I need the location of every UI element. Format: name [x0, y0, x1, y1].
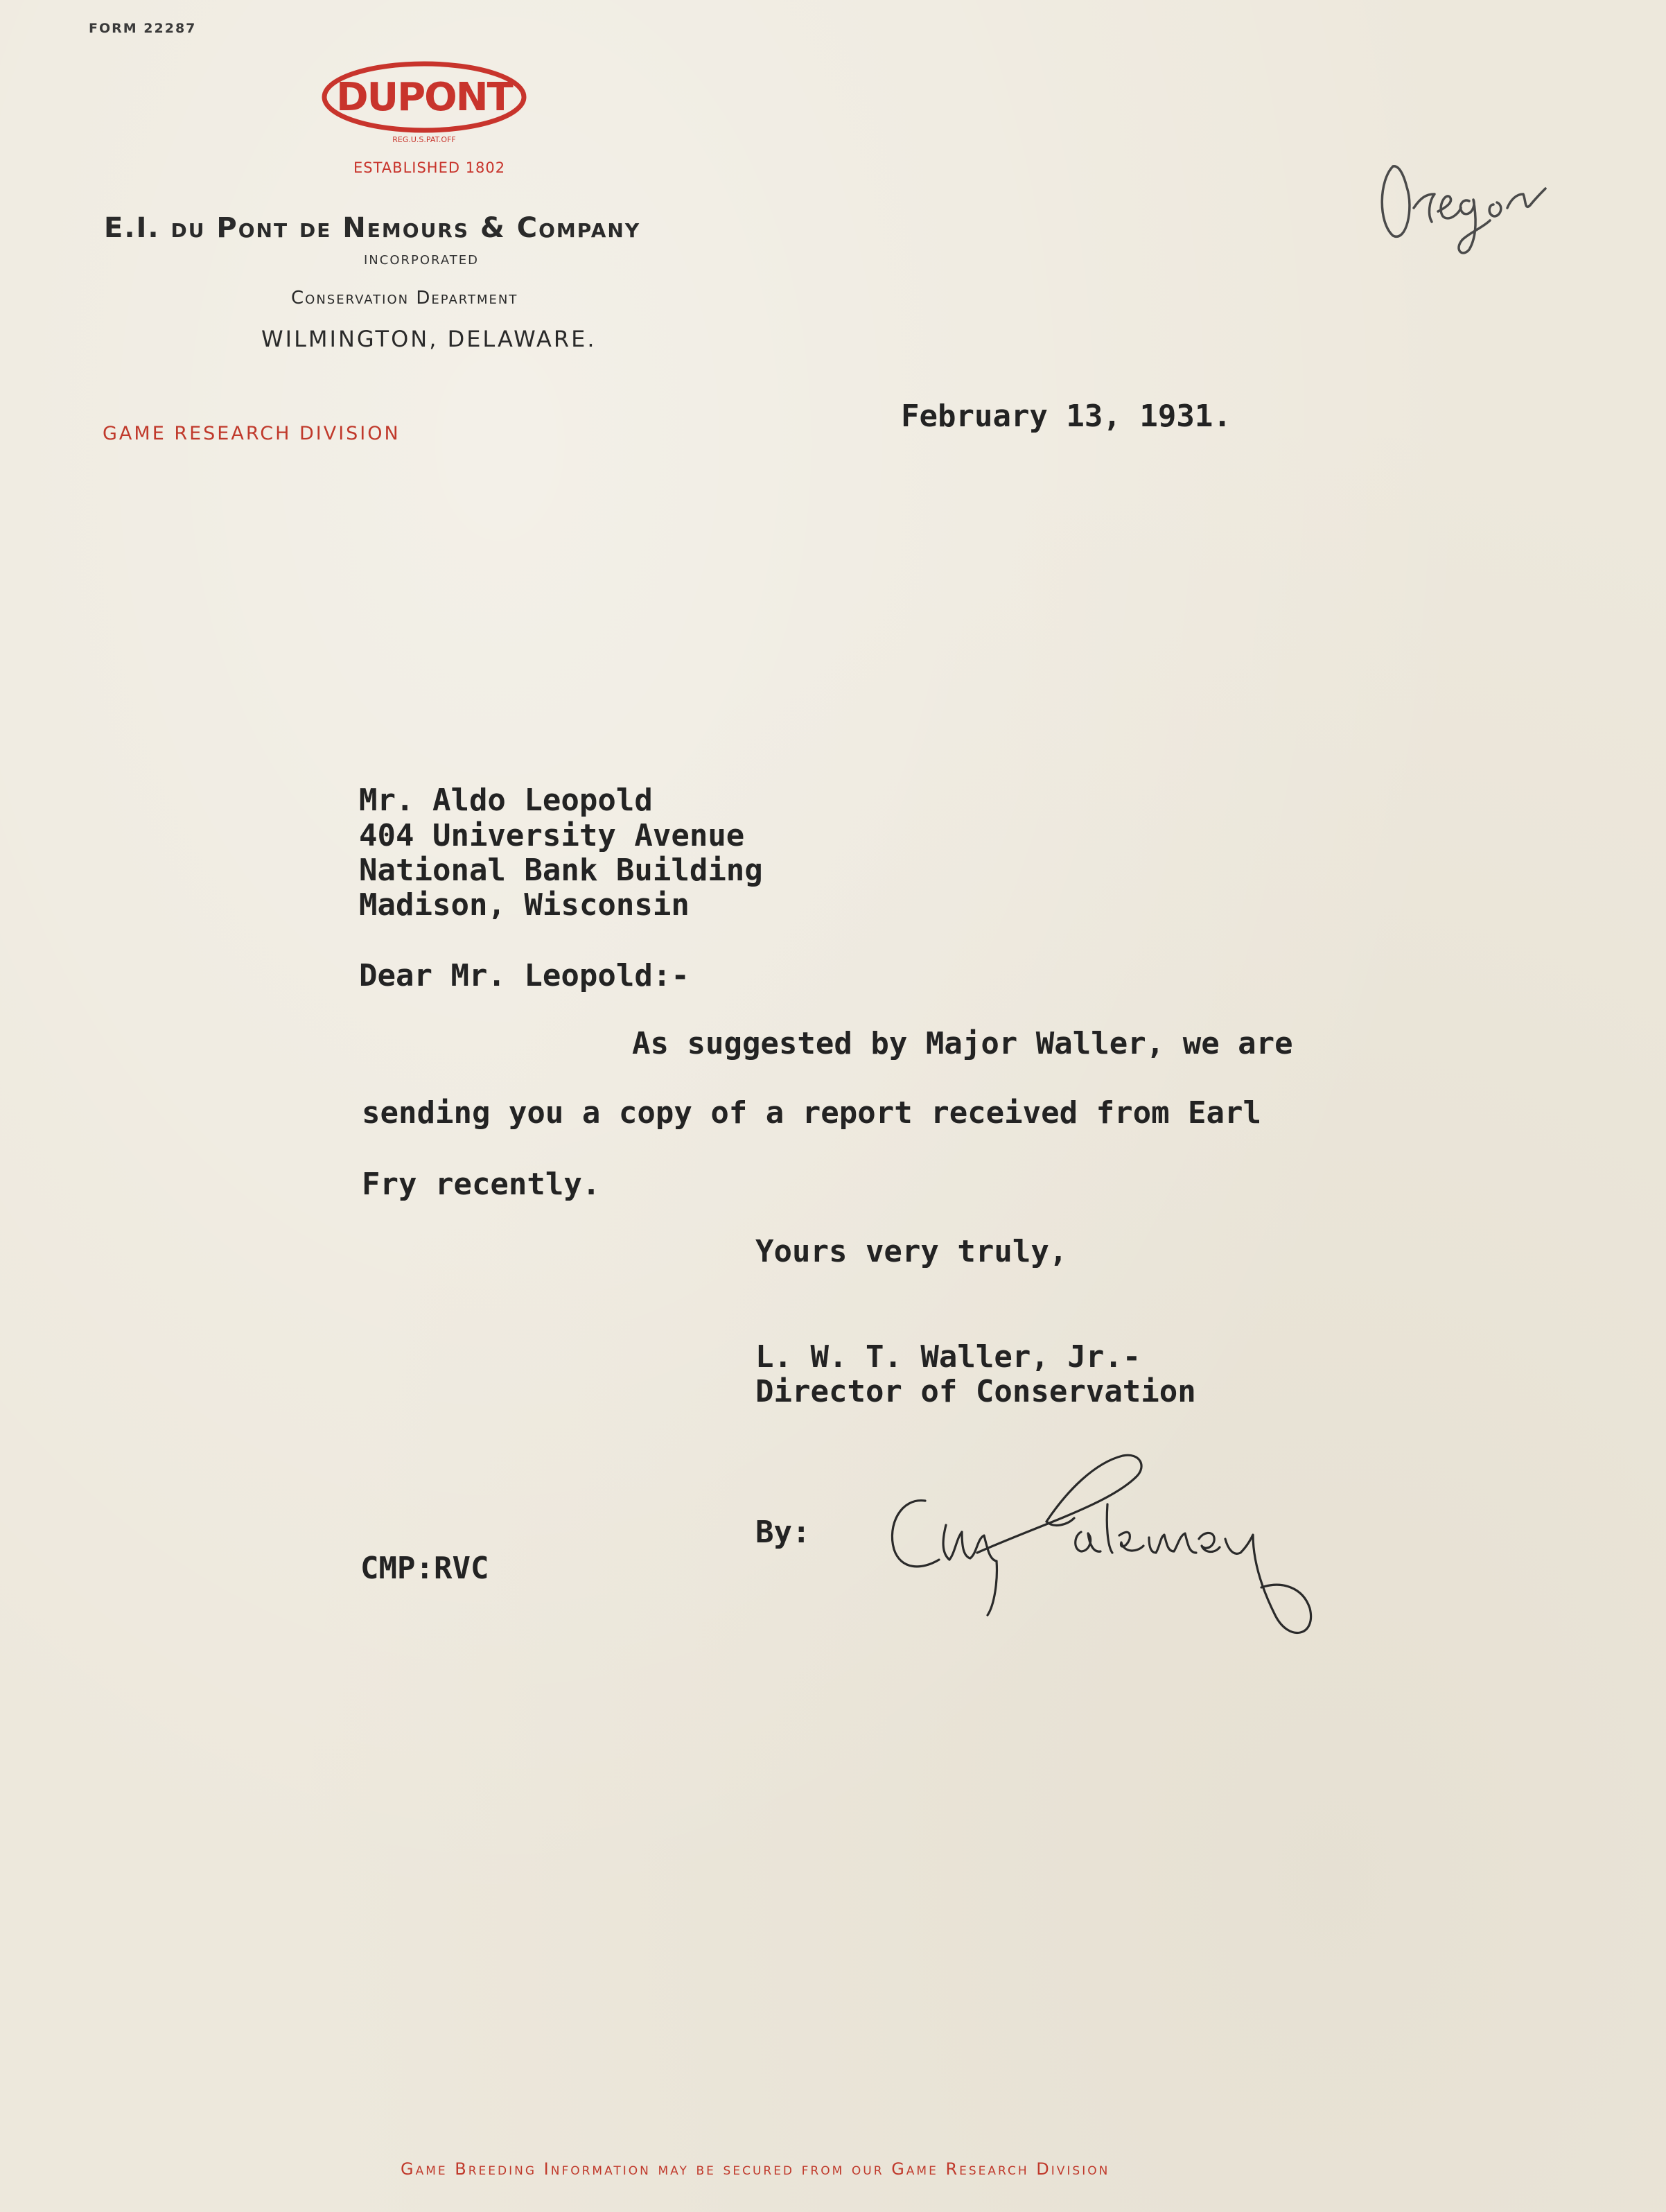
recipient-name: Mr. Aldo Leopold — [359, 783, 653, 818]
letter-date: February 13, 1931. — [901, 399, 1231, 434]
body-line-3: Fry recently. — [362, 1167, 601, 1202]
recipient-city: Madison, Wisconsin — [359, 887, 690, 923]
logo-trademark: REG.U.S.PAT.OFF — [392, 135, 456, 144]
reference-initials: CMP:RVC — [360, 1551, 489, 1586]
division-name: GAME RESEARCH DIVISION — [103, 423, 401, 444]
established-line: ESTABLISHED 1802 — [353, 159, 506, 176]
closing: Yours very truly, — [755, 1234, 1068, 1269]
recipient-building: National Bank Building — [359, 853, 763, 888]
logo-wordmark: DUPONT — [336, 75, 512, 120]
handwritten-margin-note — [1372, 139, 1552, 263]
department-name: Conservation Department — [291, 288, 518, 308]
signer-title: Director of Conservation — [755, 1374, 1196, 1409]
company-name: E.I. du Pont de Nemours & Company — [104, 212, 641, 244]
body-line-1: As suggested by Major Waller, we are — [632, 1026, 1293, 1061]
salutation: Dear Mr. Leopold:- — [359, 958, 690, 993]
by-label: By: — [755, 1515, 811, 1550]
company-city: WILMINGTON, DELAWARE. — [261, 326, 597, 352]
handwritten-signature — [873, 1449, 1344, 1650]
letterhead-footer: Game Breeding Information may be secured from our Game Research Division — [401, 2159, 1110, 2179]
body-line-2: sending you a copy of a report received from Earl — [362, 1095, 1262, 1131]
dupont-logo — [320, 58, 528, 144]
incorporated-label: INCORPORATED — [364, 253, 479, 268]
recipient-street: 404 University Avenue — [359, 818, 745, 853]
signer-name: L. W. T. Waller, Jr.- — [755, 1339, 1141, 1375]
form-number: FORM 22287 — [89, 21, 197, 36]
